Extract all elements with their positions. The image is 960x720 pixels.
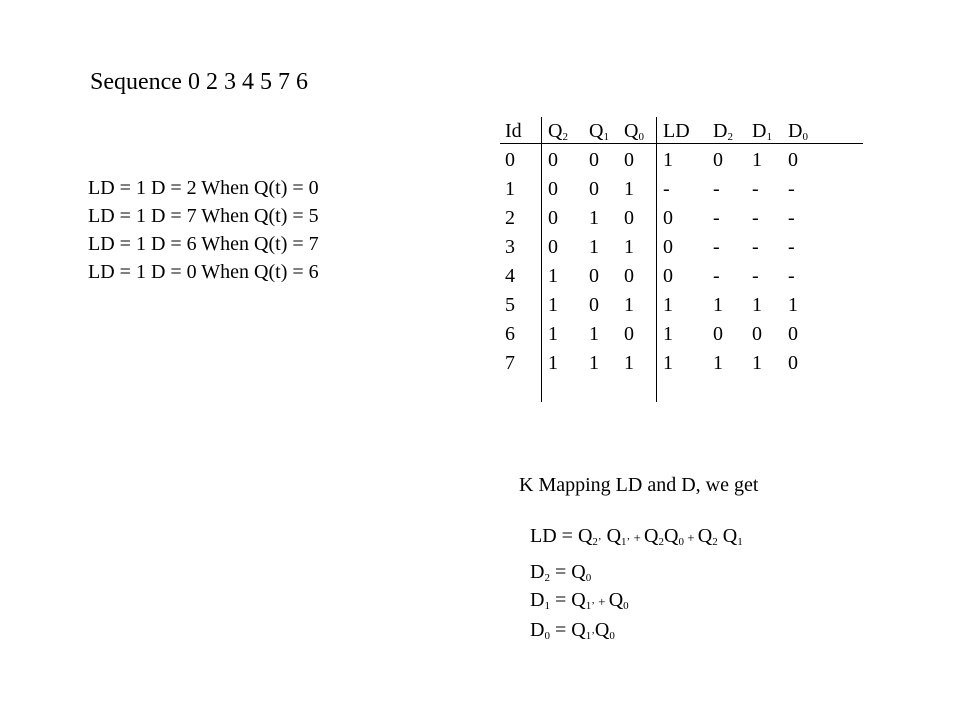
load-rules bbox=[88, 174, 319, 286]
cell-text: 6 bbox=[505, 323, 515, 345]
cell-text: 1 bbox=[589, 236, 599, 258]
table-cell bbox=[589, 349, 599, 377]
cell-text: 1 bbox=[624, 352, 634, 374]
cell-subscript: 0 bbox=[802, 131, 808, 143]
cell-text: 1 bbox=[663, 149, 673, 171]
cell-text: 1 bbox=[589, 352, 599, 374]
cell-text: 0 bbox=[548, 236, 558, 258]
table-cell bbox=[624, 175, 634, 203]
equation-lhs: D bbox=[530, 589, 545, 611]
cell-text: 2 bbox=[505, 207, 515, 229]
variable-subscript: 1 bbox=[585, 600, 592, 612]
table-cell bbox=[624, 146, 634, 174]
cell-text: 0 bbox=[624, 323, 634, 345]
table-row bbox=[500, 233, 870, 261]
equation-lhs-subscript: 2 bbox=[544, 572, 550, 584]
table-header-row bbox=[500, 117, 870, 145]
cell-text: 0 bbox=[663, 236, 673, 258]
equation-lhs: D bbox=[530, 619, 545, 641]
equals-sign: = bbox=[549, 589, 572, 611]
cell-text: 1 bbox=[663, 323, 673, 345]
table-cell bbox=[788, 262, 795, 290]
prime-mark: ’ bbox=[597, 536, 602, 548]
table-row bbox=[500, 291, 870, 319]
equals-sign: = bbox=[549, 561, 572, 583]
table-cell bbox=[624, 349, 634, 377]
cell-text: 7 bbox=[505, 352, 515, 374]
table-cell bbox=[505, 233, 515, 261]
operator: + bbox=[683, 530, 698, 545]
equation-d0 bbox=[530, 616, 629, 644]
cell-text: 1 bbox=[589, 323, 599, 345]
cell-subscript: 0 bbox=[638, 131, 644, 143]
table-row bbox=[500, 262, 870, 290]
cell-subscript: 2 bbox=[727, 131, 733, 143]
table-cell bbox=[589, 291, 599, 319]
table-cell bbox=[713, 146, 723, 174]
table-cell bbox=[505, 320, 515, 348]
cell-text: 0 bbox=[624, 265, 634, 287]
cell-text: 0 bbox=[505, 149, 515, 171]
table-cell bbox=[624, 320, 634, 348]
cell-text: - bbox=[752, 178, 759, 200]
operator: + bbox=[594, 594, 609, 609]
cell-text: 0 bbox=[713, 323, 723, 345]
variable-subscript: 2 bbox=[592, 536, 598, 548]
table-cell bbox=[589, 204, 599, 232]
table-cell bbox=[788, 233, 795, 261]
equation-ld bbox=[530, 522, 743, 552]
cell-text: 1 bbox=[589, 207, 599, 229]
variable: Q bbox=[577, 525, 593, 547]
cell-text: D bbox=[752, 120, 767, 142]
table-cell bbox=[548, 320, 558, 348]
table-cell bbox=[624, 233, 634, 261]
table-cell bbox=[589, 233, 599, 261]
table-cell bbox=[624, 204, 634, 232]
equals-sign: = bbox=[549, 619, 572, 641]
equation-lhs-subscript: 1 bbox=[544, 600, 550, 612]
equation-lhs-subscript: 0 bbox=[544, 630, 550, 642]
cell-text: - bbox=[752, 236, 759, 258]
variable: Q bbox=[601, 525, 622, 547]
cell-text: 1 bbox=[548, 323, 558, 345]
table-cell bbox=[713, 320, 723, 348]
table-cell bbox=[663, 262, 673, 290]
table-cell bbox=[713, 175, 720, 203]
table-cell bbox=[788, 349, 798, 377]
table-cell bbox=[663, 233, 673, 261]
cell-text: 0 bbox=[752, 323, 762, 345]
cell-text: - bbox=[752, 207, 759, 229]
cell-text: Q bbox=[589, 120, 604, 142]
table-cell bbox=[663, 320, 673, 348]
cell-text: 0 bbox=[624, 207, 634, 229]
equation-lhs: D bbox=[530, 561, 545, 583]
table-cell bbox=[624, 262, 634, 290]
table-row bbox=[500, 146, 870, 174]
cell-text: 0 bbox=[589, 265, 599, 287]
table-cell bbox=[548, 233, 558, 261]
table-cell bbox=[548, 349, 558, 377]
table-cell bbox=[788, 291, 798, 319]
variable-subscript: 0 bbox=[623, 600, 629, 612]
cell-text: 1 bbox=[624, 236, 634, 258]
table-cell bbox=[589, 117, 609, 145]
variable: Q bbox=[594, 619, 610, 641]
sequence-title: Sequence 0 2 3 4 5 7 6 bbox=[90, 69, 308, 95]
equation-d2 bbox=[530, 558, 629, 586]
cell-text: 1 bbox=[713, 352, 723, 374]
variable-subscript: 0 bbox=[609, 630, 615, 642]
table-cell bbox=[589, 146, 599, 174]
prime-mark: ’ bbox=[591, 630, 595, 642]
table-cell bbox=[589, 262, 599, 290]
table-cell bbox=[548, 262, 558, 290]
table-cell bbox=[624, 117, 644, 145]
table-cell bbox=[752, 349, 762, 377]
truth-table bbox=[500, 117, 870, 402]
cell-text: 1 bbox=[548, 265, 558, 287]
table-row bbox=[500, 320, 870, 348]
table-cell bbox=[752, 291, 762, 319]
table-cell bbox=[663, 204, 673, 232]
cell-text: - bbox=[713, 236, 720, 258]
cell-subscript: 1 bbox=[766, 131, 772, 143]
table-cell bbox=[505, 117, 522, 145]
variable: Q bbox=[571, 561, 586, 583]
variable: Q bbox=[571, 589, 586, 611]
cell-text: 1 bbox=[548, 294, 558, 316]
table-cell bbox=[505, 349, 515, 377]
cell-text: 0 bbox=[589, 178, 599, 200]
variable: Q bbox=[644, 525, 659, 547]
table-cell bbox=[505, 262, 515, 290]
variable: Q bbox=[608, 589, 624, 611]
cell-text: 1 bbox=[624, 294, 634, 316]
cell-subscript: 1 bbox=[603, 131, 609, 143]
cell-text: 1 bbox=[548, 352, 558, 374]
load-rule: LD = 1 D = 7 When Q(t) = 5 bbox=[88, 205, 319, 227]
cell-text: - bbox=[788, 178, 795, 200]
variable: Q bbox=[717, 525, 738, 547]
cell-text: 0 bbox=[548, 149, 558, 171]
table-cell bbox=[752, 175, 759, 203]
table-cell bbox=[788, 204, 795, 232]
table-row bbox=[500, 204, 870, 232]
table-cell bbox=[752, 320, 762, 348]
cell-text: 0 bbox=[788, 149, 798, 171]
cell-text: - bbox=[663, 178, 670, 200]
cell-text: 1 bbox=[663, 352, 673, 374]
cell-text: 5 bbox=[505, 294, 515, 316]
variable-subscript: 1 bbox=[737, 536, 743, 548]
load-rule: LD = 1 D = 2 When Q(t) = 0 bbox=[88, 177, 319, 199]
cell-text: - bbox=[788, 265, 795, 287]
cell-text: 4 bbox=[505, 265, 515, 287]
cell-text: - bbox=[752, 265, 759, 287]
equation-lhs: LD = bbox=[530, 525, 578, 547]
table-cell bbox=[548, 175, 558, 203]
variable-subscript: 0 bbox=[678, 536, 684, 548]
table-cell bbox=[663, 117, 690, 145]
cell-text: Id bbox=[505, 120, 522, 142]
variable: Q bbox=[571, 619, 586, 641]
table-cell bbox=[752, 262, 759, 290]
table-cell bbox=[663, 175, 670, 203]
table-cell bbox=[663, 146, 673, 174]
cell-text: Q bbox=[624, 120, 639, 142]
cell-text: 0 bbox=[788, 323, 798, 345]
cell-text: 1 bbox=[788, 294, 798, 316]
table-cell bbox=[788, 320, 798, 348]
table-cell bbox=[548, 146, 558, 174]
cell-text: D bbox=[788, 120, 803, 142]
prime-mark: ’ bbox=[626, 536, 631, 548]
cell-text: 1 bbox=[624, 178, 634, 200]
table-cell bbox=[713, 117, 733, 145]
cell-text: 0 bbox=[548, 207, 558, 229]
table-cell bbox=[589, 175, 599, 203]
kmap-note: K Mapping LD and D, we get bbox=[519, 474, 759, 496]
variable-subscript: 2 bbox=[658, 536, 664, 548]
table-cell bbox=[663, 291, 673, 319]
cell-text: 0 bbox=[589, 294, 599, 316]
cell-text: 0 bbox=[713, 149, 723, 171]
cell-text: 0 bbox=[663, 265, 673, 287]
prime-mark: ’ bbox=[591, 600, 595, 612]
equations-d bbox=[530, 558, 629, 644]
load-rule: LD = 1 D = 0 When Q(t) = 6 bbox=[88, 261, 319, 283]
variable-subscript: 0 bbox=[585, 572, 592, 584]
table-cell bbox=[548, 117, 568, 145]
cell-text: 0 bbox=[624, 149, 634, 171]
cell-text: LD bbox=[663, 120, 690, 142]
table-cell bbox=[624, 291, 634, 319]
variable-subscript: 1 bbox=[621, 536, 627, 548]
table-cell bbox=[713, 262, 720, 290]
cell-text: - bbox=[788, 236, 795, 258]
table-row bbox=[500, 349, 870, 377]
cell-subscript: 2 bbox=[562, 131, 568, 143]
cell-text: - bbox=[713, 207, 720, 229]
cell-text: - bbox=[713, 265, 720, 287]
cell-text: 0 bbox=[548, 178, 558, 200]
table-cell bbox=[589, 320, 599, 348]
table-cell bbox=[752, 146, 762, 174]
variable: Q bbox=[697, 525, 713, 547]
cell-text: 1 bbox=[713, 294, 723, 316]
table-cell bbox=[788, 117, 808, 145]
table-cell bbox=[788, 146, 798, 174]
variable-subscript: 1 bbox=[585, 630, 592, 642]
table-cell bbox=[505, 291, 515, 319]
cell-text: - bbox=[788, 207, 795, 229]
table-cell bbox=[505, 175, 515, 203]
cell-text: Q bbox=[548, 120, 563, 142]
cell-text: 1 bbox=[752, 294, 762, 316]
cell-text: - bbox=[713, 178, 720, 200]
table-cell bbox=[752, 204, 759, 232]
table-cell bbox=[663, 349, 673, 377]
cell-text: 0 bbox=[663, 207, 673, 229]
table-cell bbox=[788, 175, 795, 203]
table-cell bbox=[713, 349, 723, 377]
cell-text: 3 bbox=[505, 236, 515, 258]
equation-d1 bbox=[530, 586, 629, 616]
table-cell bbox=[713, 291, 723, 319]
table-cell bbox=[713, 204, 720, 232]
operator: + bbox=[630, 530, 645, 545]
table-cell bbox=[505, 146, 515, 174]
table-cell bbox=[548, 291, 558, 319]
cell-text: 1 bbox=[752, 149, 762, 171]
variable: Q bbox=[664, 525, 679, 547]
cell-text: 1 bbox=[505, 178, 515, 200]
table-cell bbox=[752, 233, 759, 261]
variable-subscript: 2 bbox=[712, 536, 718, 548]
table-cell bbox=[752, 117, 772, 145]
cell-text: 0 bbox=[788, 352, 798, 374]
load-rule: LD = 1 D = 6 When Q(t) = 7 bbox=[88, 233, 319, 255]
cell-text: 1 bbox=[663, 294, 673, 316]
table-row bbox=[500, 175, 870, 203]
cell-text: 1 bbox=[752, 352, 762, 374]
cell-text: 0 bbox=[589, 149, 599, 171]
table-cell bbox=[713, 233, 720, 261]
cell-text: D bbox=[713, 120, 728, 142]
table-cell bbox=[548, 204, 558, 232]
table-cell bbox=[505, 204, 515, 232]
